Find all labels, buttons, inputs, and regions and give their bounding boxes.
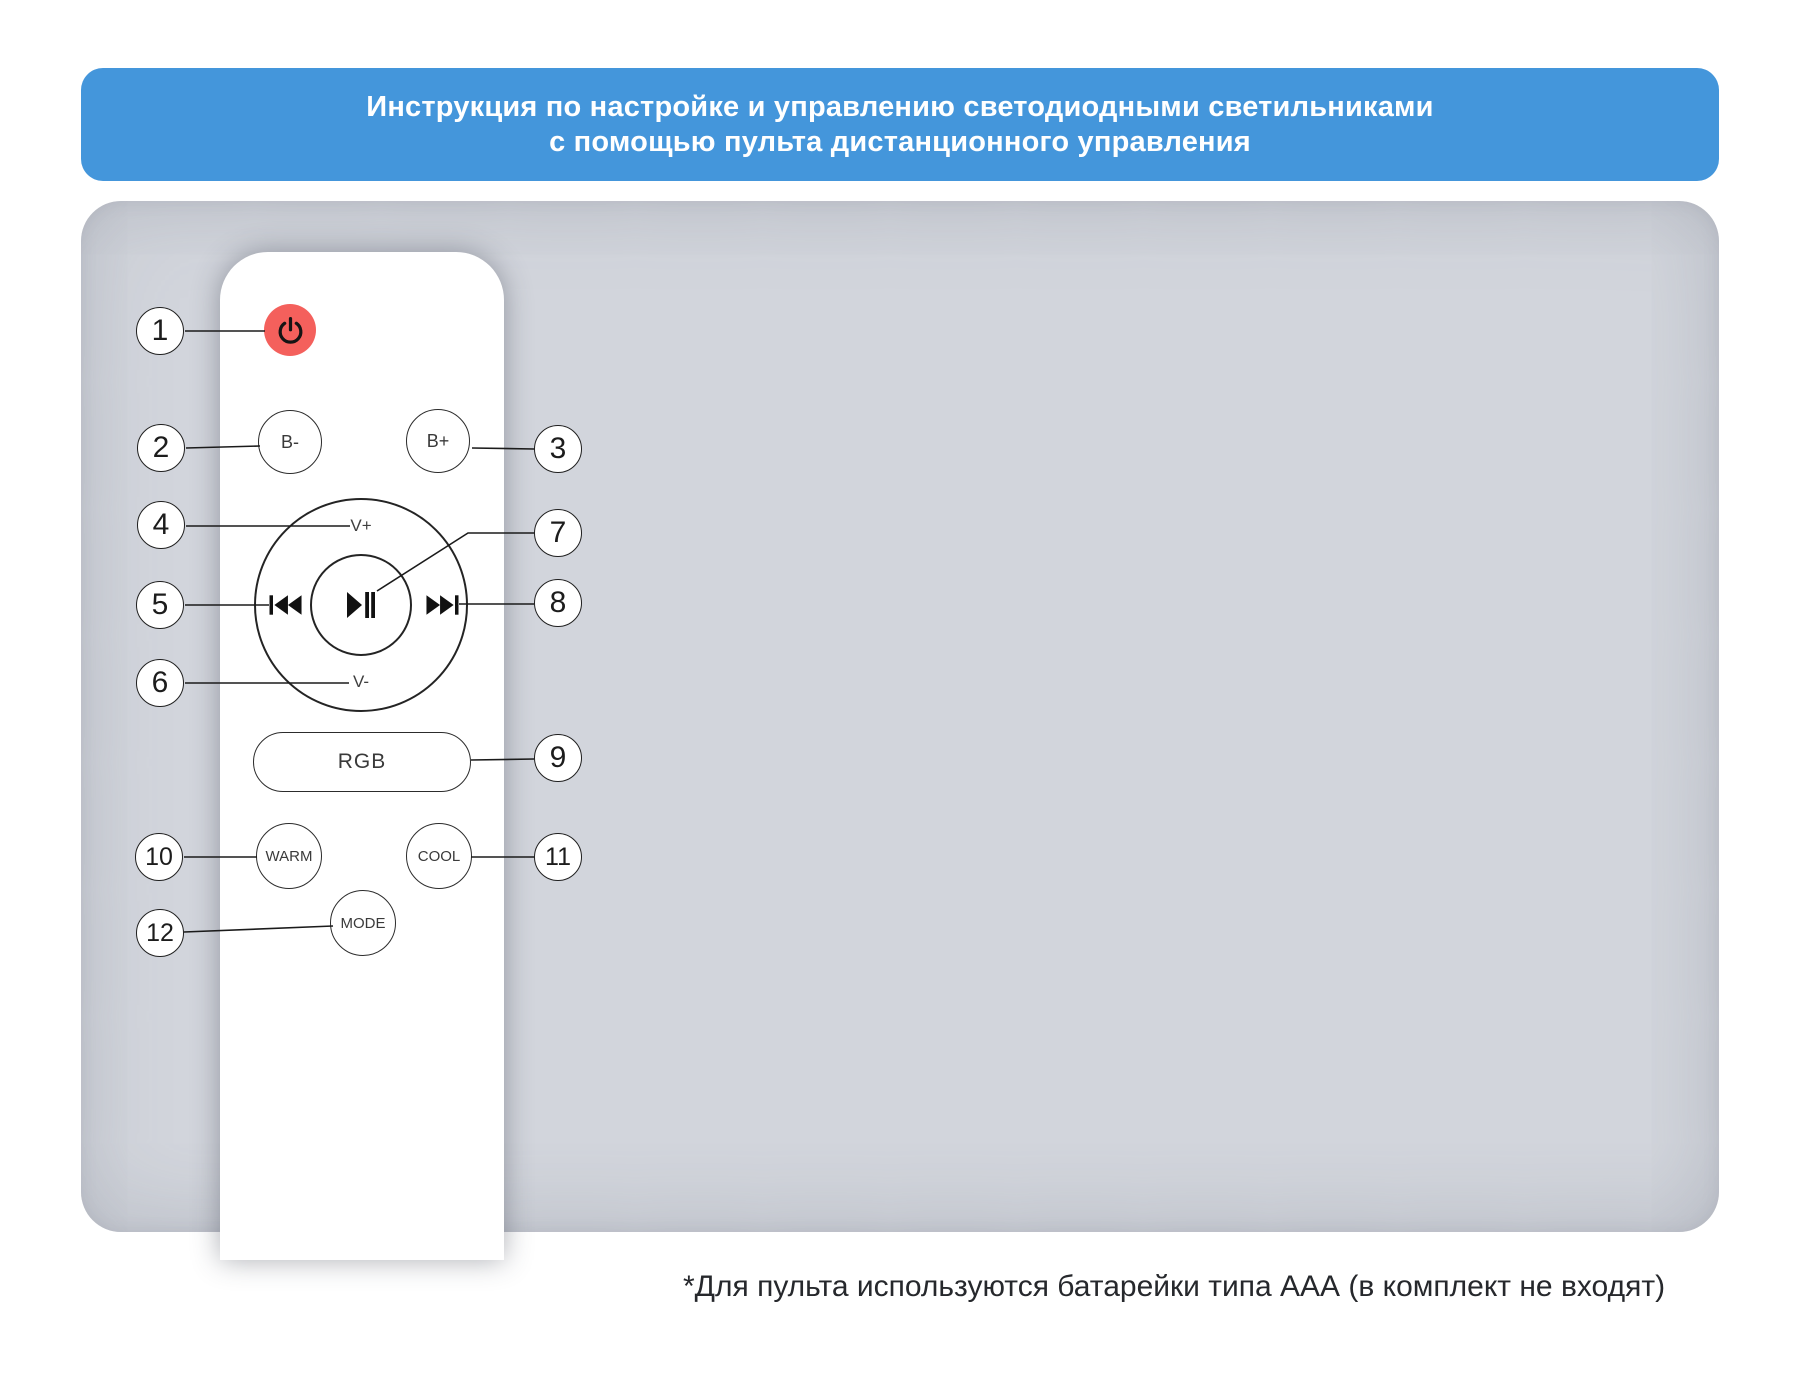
header-title-line2: с помощью пульта дистанционного управления <box>549 125 1251 158</box>
callout-1: 1 <box>136 307 184 355</box>
volume-down-label: V- <box>352 672 370 691</box>
cool-button <box>406 823 472 889</box>
play-pause-icon <box>347 592 375 618</box>
rgb-button <box>253 732 471 792</box>
rgb-label: RGB <box>337 750 387 773</box>
brightness-plus-label: B+ <box>426 430 450 451</box>
previous-track-icon <box>270 595 303 616</box>
callout-12: 12 <box>136 909 184 957</box>
callout-2: 2 <box>137 424 185 472</box>
power-icon <box>275 315 306 346</box>
mode-label: MODE <box>340 914 386 932</box>
brightness-plus-button <box>406 409 470 473</box>
volume-up-label: V+ <box>350 516 372 535</box>
callout-5: 5 <box>136 581 184 629</box>
callout-10: 10 <box>135 833 183 881</box>
footnote: *Для пульта используются батарейки типа ААА (в комплект не входят) <box>683 1270 1666 1303</box>
play-pause-button <box>310 554 412 656</box>
brightness-minus-button <box>258 410 322 474</box>
callout-4: 4 <box>137 501 185 549</box>
header-banner <box>81 68 1719 181</box>
brightness-minus-label: B- <box>281 431 299 452</box>
warm-label: WARM <box>265 847 313 865</box>
mode-button <box>330 890 396 956</box>
callout-6: 6 <box>136 659 184 707</box>
callout-7: 7 <box>534 509 582 557</box>
callout-9: 9 <box>534 734 582 782</box>
next-track-icon <box>426 595 459 616</box>
power-button <box>264 304 316 356</box>
warm-button <box>256 823 322 889</box>
callout-8: 8 <box>534 579 582 627</box>
cool-label: COOL <box>417 847 461 865</box>
callout-11: 11 <box>534 833 582 881</box>
header-title-line1: Инструкция по настройке и управлению светодиодными светильниками <box>366 90 1434 123</box>
callout-3: 3 <box>534 425 582 473</box>
